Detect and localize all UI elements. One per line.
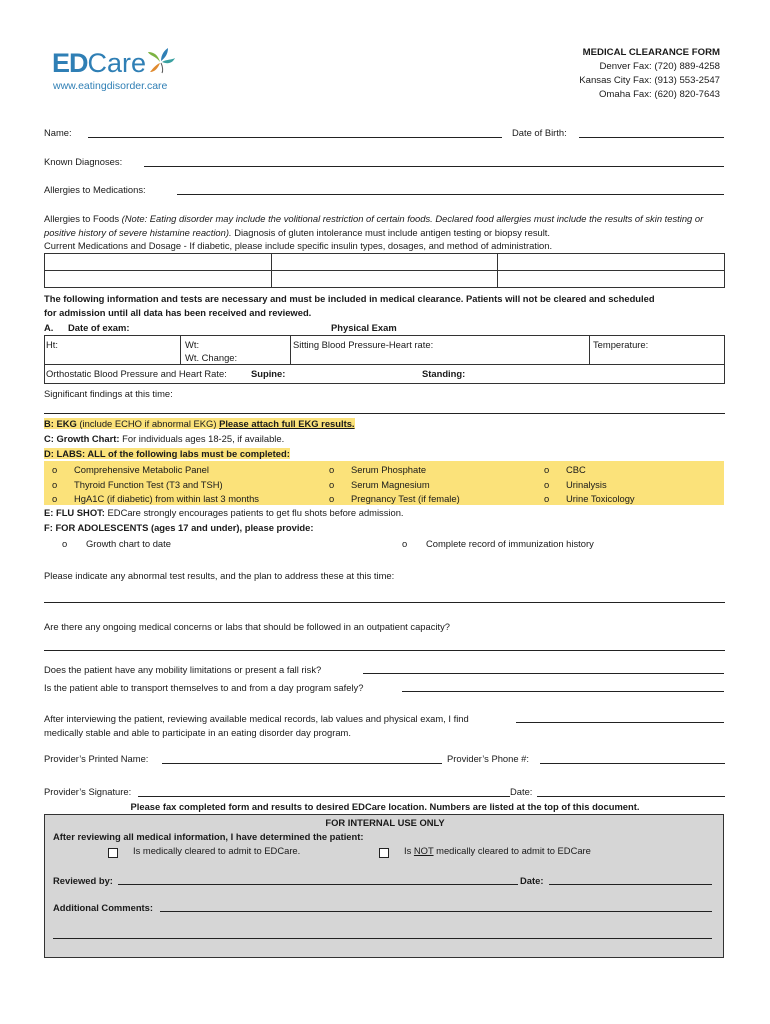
not-cleared-label: Is NOT medically cleared to admit to EDCare [404,845,591,856]
wt-change-label: Wt. Change: [185,352,238,363]
med-cell[interactable] [45,254,272,271]
allergies-foods-note: (Note: Eating disorder may include the volitional restriction of certain foods. Declared food allergies must include the results of skin testing or positive history of severe histamine reaction). [44,213,704,238]
allergies-foods-gluten: Diagnosis of gluten intolerance must include antigen testing or biopsy result. [234,227,551,238]
mobility-field[interactable] [363,673,724,674]
significant-findings-label: Significant findings at this time: [44,388,173,399]
leaf-logo-icon [146,46,176,74]
internal-determined: After reviewing all medical information, I have determined the patient: [53,831,364,842]
internal-use-title: FOR INTERNAL USE ONLY [325,817,445,828]
cleared-label: Is medically cleared to admit to EDCare. [133,845,301,856]
finding-line2-label: medically stable and able to participate in an eating disorder day program. [44,727,351,738]
lab-item: o HgA1C (if diabetic) from within last 3 months [52,493,259,504]
section-b-label: B: EKG [44,418,77,429]
labs-col3 [544,463,635,507]
signature-date-field[interactable] [537,796,725,797]
lab-item: o Comprehensive Metabolic Panel [52,464,209,475]
exam-box-temp[interactable] [589,335,725,365]
temperature-label: Temperature: [593,339,649,350]
f-item-immunization: o Complete record of immunization history [402,538,594,549]
abnormal-results-label: Please indicate any abnormal test results, and the plan to address these at this time: [44,570,395,581]
lab-item: o CBC [544,464,586,475]
section-c-label: C: Growth Chart: [44,433,120,444]
section-e-label: E: FLU SHOT: [44,507,105,518]
date-of-exam-label: Date of exam: [68,322,130,333]
section-b [44,418,355,429]
internal-date-field[interactable] [549,884,712,885]
fax-denver: Denver Fax: (720) 889-4258 [599,61,720,72]
section-c [44,433,284,444]
diagnoses-label: Known Diagnoses: [44,156,123,167]
lab-item: o Serum Magnesium [329,478,430,490]
edcare-logo [52,48,146,79]
labs-col1 [52,463,259,507]
comments-field-2[interactable] [53,938,712,939]
allergies-foods-label: Allergies to Foods [44,213,120,224]
abnormal-results-field[interactable] [44,602,725,603]
orthostatic-label: Orthostatic Blood Pressure and Heart Rate: [46,368,227,379]
reviewed-by-label: Reviewed by: [53,875,113,886]
section-b-text [44,418,355,429]
printed-name-field[interactable] [162,763,442,764]
fax-kansas-city: Kansas City Fax: (913) 553-2547 [579,75,720,86]
section-d-label: D: LABS: ALL of the following labs must be completed: [44,448,290,459]
allergies-foods-block [44,212,734,240]
sitting-bp-label: Sitting Blood Pressure-Heart rate: [293,339,434,350]
fax-instruction: Please fax completed form and results to desired EDCare location. Numbers are listed at the top of this document. [130,801,640,812]
allergies-meds-field[interactable] [177,194,724,195]
logo-ed: ED [52,48,88,78]
med-cell[interactable] [498,271,725,288]
section-e [44,507,404,518]
section-f-label: F: FOR ADOLESCENTS (ages 17 and under), please provide: [44,522,314,533]
signature-label: Provider’s Signature: [44,786,132,797]
section-e-text: EDCare strongly encourages patients to get flu shots before admission. [107,507,404,518]
medications-table [44,253,725,288]
standing-label: Standing: [422,368,466,379]
comments-label: Additional Comments: [53,902,153,913]
lab-item: o Serum Phosphate [329,464,427,475]
section-b-note: (include ECHO if abnormal EKG) [79,418,217,429]
med-cell[interactable] [271,254,498,271]
phone-label: Provider’s Phone #: [447,753,529,764]
form-title: MEDICAL CLEARANCE FORM [582,47,720,58]
lab-item: o Urinalysis [544,478,607,490]
mobility-label: Does the patient have any mobility limitations or present a fall risk? [44,664,322,675]
f-item-growth: o Growth chart to date [62,538,171,549]
significant-findings-field[interactable] [44,413,725,414]
finding-line1-label: After interviewing the patient, reviewing available medical records, lab values and physical exam, I find [44,713,469,724]
requirements-line2: for admission until all data has been received and reviewed. [44,307,312,318]
ongoing-concerns-field[interactable] [44,650,725,651]
logo-care: Care [87,48,147,78]
exam-box-bp[interactable] [290,335,590,365]
signature-field[interactable] [138,796,510,797]
transport-label: Is the patient able to transport themselves to and from a day program safely? [44,682,364,693]
section-c-text: For individuals ages 18-25, if available. [122,433,285,444]
name-field[interactable] [88,137,502,138]
exam-box-ht[interactable] [44,335,181,365]
section-a-label: A. [44,322,54,333]
current-meds-label: Current Medications and Dosage - If diabetic, please include specific insulin types, dosages, and method of administration. [44,240,553,251]
cleared-checkbox[interactable] [108,848,118,858]
physical-exam-label: Physical Exam [331,322,397,333]
transport-field[interactable] [402,691,724,692]
not-cleared-checkbox[interactable] [379,848,389,858]
diagnoses-field[interactable] [144,166,724,167]
printed-name-label: Provider’s Printed Name: [44,753,149,764]
wt-label: Wt: [185,339,200,350]
ht-label: Ht: [46,339,58,350]
comments-field-1[interactable] [160,911,712,912]
website-text: www.eatingdisorder.care [53,80,168,92]
lab-item: o Pregnancy Test (if female) [329,493,460,504]
orthostatic-box[interactable] [44,364,725,384]
fax-omaha: Omaha Fax: (620) 820-7643 [598,89,720,100]
signature-date-label: Date: [510,786,533,797]
finding-patient-field[interactable] [516,722,724,723]
phone-field[interactable] [540,763,725,764]
med-cell[interactable] [45,271,272,288]
requirements-line1: The following information and tests are necessary and must be included in medical clearance. Patients will not be cleared and scheduled [44,293,655,304]
allergies-meds-label: Allergies to Medications: [44,184,146,195]
labs-col2 [329,463,460,507]
name-label: Name: [44,127,72,138]
section-b-attach: Please attach full EKG results. [219,418,355,429]
lab-item: o Thyroid Function Test (T3 and TSH) [52,478,223,490]
ongoing-concerns-label: Are there any ongoing medical concerns or labs that should be followed in an outpatient capacity? [44,621,450,632]
dob-label: Date of Birth: [512,127,567,138]
exam-box-wt[interactable] [180,335,291,365]
med-cell[interactable] [271,271,498,288]
internal-date-label: Date: [520,875,544,886]
dob-field[interactable] [579,137,724,138]
lab-item: o Urine Toxicology [544,493,635,504]
reviewed-by-field[interactable] [118,884,518,885]
supine-label: Supine: [251,368,286,379]
med-cell[interactable] [498,254,725,271]
